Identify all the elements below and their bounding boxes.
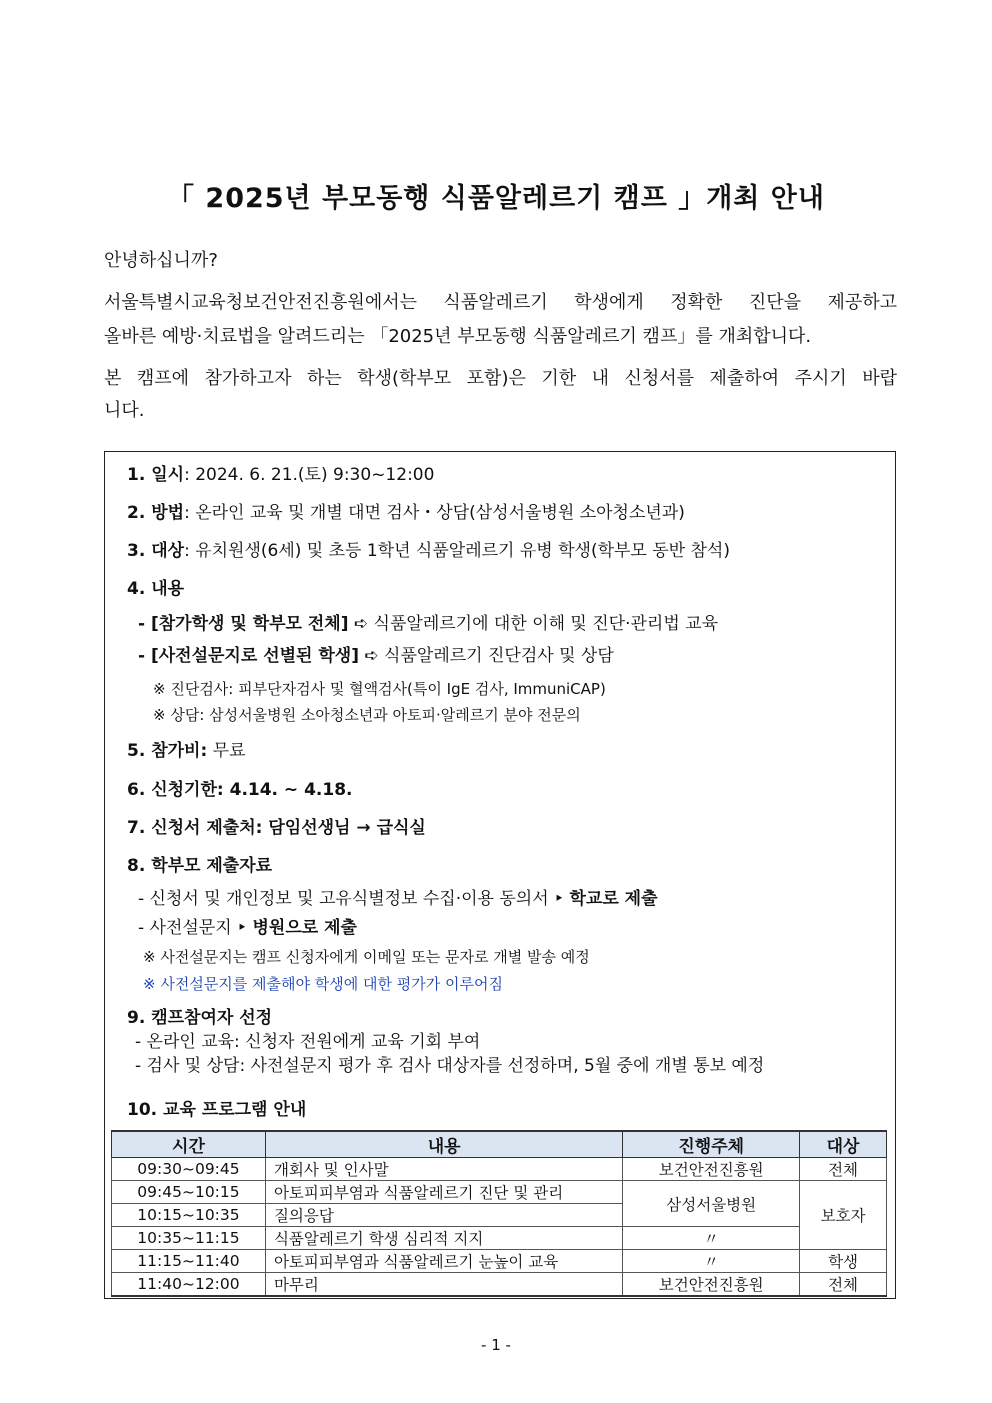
intro-paragraph-1-line-1: 서울특별시교육청보건안전진흥원에서는 식품알레르기 학생에게 정확한 진단을 제공하고 — [104, 292, 897, 313]
item-content-sub-1: - [참가학생 및 학부모 전체] ➪ 식품알레르기에 대한 이해 및 진단·관리법 교육 — [138, 614, 718, 634]
cell-host: 보건안전진흥원 — [623, 1158, 800, 1181]
header-host: 진행주체 — [623, 1131, 800, 1158]
cell-content: 질의응답 — [265, 1204, 622, 1227]
item-parent-docs-note-1: ※ 사전설문지는 캠프 신청자에게 이메일 또는 문자로 개별 발송 예정 — [143, 948, 590, 966]
greeting: 안녕하십니까? — [104, 250, 218, 271]
item-submit-to: 7. 신청서 제출처: 담임선생님 → 급식실 — [127, 818, 426, 838]
item-deadline: 6. 신청기한: 4.14. ~ 4.18. — [127, 780, 353, 800]
cell-time: 10:15~10:35 — [112, 1204, 266, 1227]
cell-time: 11:40~12:00 — [112, 1273, 266, 1297]
page-title: 「 2025년 부모동행 식품알레르기 캠프 」개최 안내 — [167, 183, 825, 214]
cell-target: 보호자 — [800, 1181, 887, 1250]
intro-paragraph-1-line-2: 올바른 예방·치료법을 알려드리는 「2025년 부모동행 식품알레르기 캠프」를 개최합니다. — [104, 326, 812, 347]
cell-time: 11:15~11:40 — [112, 1250, 266, 1273]
cell-host: 〃 — [623, 1250, 800, 1273]
item-parent-docs-heading: 8. 학부모 제출자료 — [127, 856, 273, 876]
cell-content: 마무리 — [265, 1273, 622, 1297]
item-content-note-2: ※ 상담: 삼성서울병원 소아청소년과 아토피·알레르기 분야 전문의 — [153, 706, 581, 724]
table-row — [112, 1158, 887, 1181]
cell-content: 개회사 및 인사말 — [265, 1158, 622, 1181]
item-parent-docs-sub-2: - 사전설문지 ‣ 병원으로 제출 — [138, 918, 357, 938]
table-header-row — [112, 1131, 887, 1158]
item-target: 3. 대상: 유치원생(6세) 및 초등 1학년 식품알레르기 유병 학생(학부모 동반 참석) — [127, 541, 730, 561]
intro-paragraph-2-line-1: 본 캠프에 참가하고자 하는 학생(학부모 포함)은 기한 내 신청서를 제출하여 주시기 바랍 — [104, 368, 897, 389]
program-table — [111, 1130, 887, 1297]
table-row — [112, 1273, 887, 1297]
table-row — [112, 1250, 887, 1273]
item-selection-heading: 9. 캠프참여자 선정 — [127, 1008, 273, 1028]
cell-target: 전체 — [800, 1273, 887, 1297]
item-content-note-1: ※ 진단검사: 피부단자검사 및 혈액검사(특이 IgE 검사, ImmuniCAP) — [153, 680, 606, 698]
cell-content: 아토피피부염과 식품알레르기 진단 및 관리 — [265, 1181, 622, 1204]
item-method: 2. 방법: 온라인 교육 및 개별 대면 검사・상담(삼성서울병원 소아청소년과) — [127, 503, 685, 523]
table-row — [112, 1227, 887, 1250]
item-content-heading: 4. 내용 — [127, 579, 185, 599]
item-selection-sub-1: - 온라인 교육: 신청자 전원에게 교육 기회 부여 — [135, 1032, 481, 1052]
item-parent-docs-note-2: ※ 사전설문지를 제출해야 학생에 대한 평가가 이루어짐 — [143, 975, 503, 993]
item-content-sub-2: - [사전설문지로 선별된 학생] ➪ 식품알레르기 진단검사 및 상담 — [138, 646, 614, 666]
header-time: 시간 — [112, 1131, 266, 1158]
item-date: 1. 일시: 2024. 6. 21.(토) 9:30~12:00 — [127, 465, 435, 485]
item-program-heading: 10. 교육 프로그램 안내 — [127, 1100, 307, 1120]
cell-content: 아토피피부염과 식품알레르기 눈높이 교육 — [265, 1250, 622, 1273]
cell-time: 09:30~09:45 — [112, 1158, 266, 1181]
cell-host: 삼성서울병원 — [623, 1181, 800, 1227]
cell-content: 식품알레르기 학생 심리적 지지 — [265, 1227, 622, 1250]
item-selection-sub-2: - 검사 및 상담: 사전설문지 평가 후 검사 대상자를 선정하며, 5월 중에 개별 통보 예정 — [135, 1056, 765, 1076]
cell-host: 〃 — [623, 1227, 800, 1250]
item-parent-docs-sub-1: - 신청서 및 개인정보 및 고유식별정보 수집·이용 동의서 ‣ 학교로 제출 — [138, 889, 658, 909]
cell-target: 학생 — [800, 1250, 887, 1273]
cell-time: 09:45~10:15 — [112, 1181, 266, 1204]
header-target: 대상 — [800, 1131, 887, 1158]
page-number: - 1 - — [481, 1336, 511, 1354]
intro-paragraph-2-line-2: 니다. — [104, 400, 145, 421]
cell-time: 10:35~11:15 — [112, 1227, 266, 1250]
header-content: 내용 — [265, 1131, 622, 1158]
details-box — [104, 451, 896, 1299]
cell-target: 전체 — [800, 1158, 887, 1181]
cell-host: 보건안전진흥원 — [623, 1273, 800, 1297]
table-row — [112, 1181, 887, 1204]
item-fee: 5. 참가비: 무료 — [127, 741, 246, 761]
